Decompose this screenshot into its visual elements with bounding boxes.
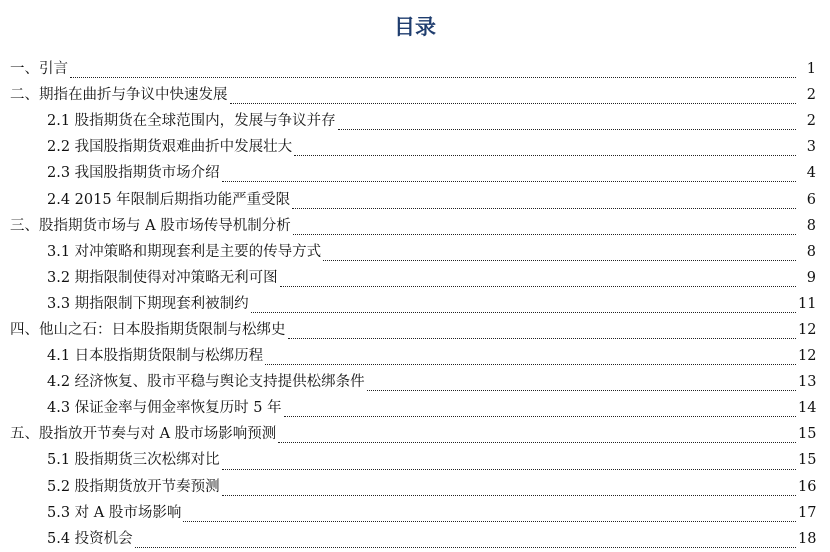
- toc-subsection-entry[interactable]: [0, 395, 830, 421]
- toc-subsection-entry[interactable]: [0, 108, 830, 134]
- toc-subsection-entry[interactable]: [0, 291, 830, 317]
- toc-entry-label: 2.2 我国股指期货艰难曲折中发展壮大: [47, 139, 293, 156]
- toc-dot-leader: [183, 520, 796, 522]
- toc-entry-label: 3.3 期指限制下期现套利被制约: [47, 295, 249, 312]
- toc-subsection-entry[interactable]: [0, 369, 830, 395]
- toc-entry-label: 2.4 2015 年限制后期指功能严重受限: [47, 191, 291, 208]
- toc-dot-leader: [70, 76, 796, 78]
- toc-page-number: 17: [798, 504, 817, 521]
- toc-page-number: 16: [798, 478, 817, 495]
- toc-entry-label: 5.1 股指期货三次松绑对比: [47, 452, 220, 469]
- toc-subsection-entry[interactable]: [0, 160, 830, 186]
- toc-dot-leader: [288, 337, 797, 339]
- toc-page-number: 12: [798, 321, 817, 338]
- toc-subsection-entry[interactable]: [0, 447, 830, 473]
- toc-subsection-entry[interactable]: [0, 239, 830, 265]
- toc-page-number: 9: [806, 269, 816, 286]
- toc-subsection-entry[interactable]: [0, 186, 830, 212]
- toc-entry-label: 5.3 对 A 股市场影响: [47, 504, 182, 521]
- toc-page-number: 15: [798, 426, 817, 443]
- toc-section-entry[interactable]: [0, 82, 830, 108]
- toc-page-number: 15: [798, 452, 817, 469]
- toc-page-number: 18: [798, 530, 817, 547]
- toc-entry-label: 三、股指期货市场与 A 股市场传导机制分析: [10, 217, 291, 234]
- toc-subsection-entry[interactable]: [0, 526, 830, 552]
- toc-dot-leader: [284, 415, 796, 417]
- toc-subsection-entry[interactable]: [0, 343, 830, 369]
- toc-entry-label: 3.2 期指限制使得对冲策略无利可图: [47, 269, 278, 286]
- toc-page-number: 4: [806, 165, 816, 182]
- toc-title: 目录: [394, 15, 436, 39]
- toc-subsection-entry[interactable]: [0, 134, 830, 160]
- toc-dot-leader: [135, 546, 796, 548]
- toc-entry-label: 5.4 投资机会: [47, 530, 133, 547]
- toc-dot-leader: [293, 233, 796, 235]
- toc-entry-label: 4.3 保证金率与佣金率恢复历时 5 年: [47, 400, 282, 417]
- toc-page-number: 1: [806, 61, 816, 78]
- toc-dot-leader: [222, 494, 796, 496]
- toc-subsection-entry[interactable]: [0, 500, 830, 526]
- toc-list: [0, 56, 830, 552]
- toc-dot-leader: [367, 389, 796, 391]
- toc-section-entry[interactable]: [0, 421, 830, 447]
- toc-entry-label: 二、期指在曲折与争议中快速发展: [10, 87, 228, 104]
- toc-entry-label: 五、股指放开节奏与对 A 股市场影响预测: [10, 426, 277, 443]
- toc-dot-leader: [230, 102, 797, 104]
- toc-entry-label: 4.2 经济恢复、股市平稳与舆论支持提供松绑条件: [47, 374, 365, 391]
- toc-subsection-entry[interactable]: [0, 474, 830, 500]
- toc-section-entry[interactable]: [0, 317, 830, 343]
- toc-page-number: 3: [806, 139, 816, 156]
- toc-dot-leader: [278, 441, 796, 443]
- toc-page-number: 12: [798, 348, 817, 365]
- toc-entry-label: 四、他山之石：日本股指期货限制与松绑史: [10, 321, 286, 338]
- toc-dot-leader: [280, 285, 796, 287]
- toc-entry-label: 3.1 对冲策略和期现套利是主要的传导方式: [47, 243, 322, 260]
- toc-dot-leader: [292, 207, 796, 209]
- toc-dot-leader: [265, 363, 796, 365]
- toc-dot-leader: [251, 311, 796, 313]
- toc-page-number: 8: [806, 217, 816, 234]
- toc-subsection-entry[interactable]: [0, 265, 830, 291]
- toc-entry-label: 5.2 股指期货放开节奏预测: [47, 478, 220, 495]
- toc-page-number: 2: [806, 113, 816, 130]
- toc-entry-label: 4.1 日本股指期货限制与松绑历程: [47, 348, 264, 365]
- toc-page-number: 13: [798, 374, 817, 391]
- toc-dot-leader: [338, 128, 796, 130]
- toc-section-entry[interactable]: [0, 56, 830, 82]
- toc-page-number: 14: [798, 400, 817, 417]
- toc-entry-label: 2.1 股指期货在全球范围内，发展与争议并存: [47, 113, 336, 130]
- toc-entry-label: 一、引言: [10, 61, 68, 78]
- toc-page-number: 2: [806, 87, 816, 104]
- toc-dot-leader: [222, 180, 796, 182]
- toc-dot-leader: [323, 259, 796, 261]
- toc-section-entry[interactable]: [0, 213, 830, 239]
- toc-page-number: 8: [806, 243, 816, 260]
- toc-page-number: 11: [798, 295, 817, 312]
- toc-dot-leader: [294, 154, 796, 156]
- toc-dot-leader: [222, 468, 796, 470]
- toc-entry-label: 2.3 我国股指期货市场介绍: [47, 165, 220, 182]
- toc-page-number: 6: [806, 191, 816, 208]
